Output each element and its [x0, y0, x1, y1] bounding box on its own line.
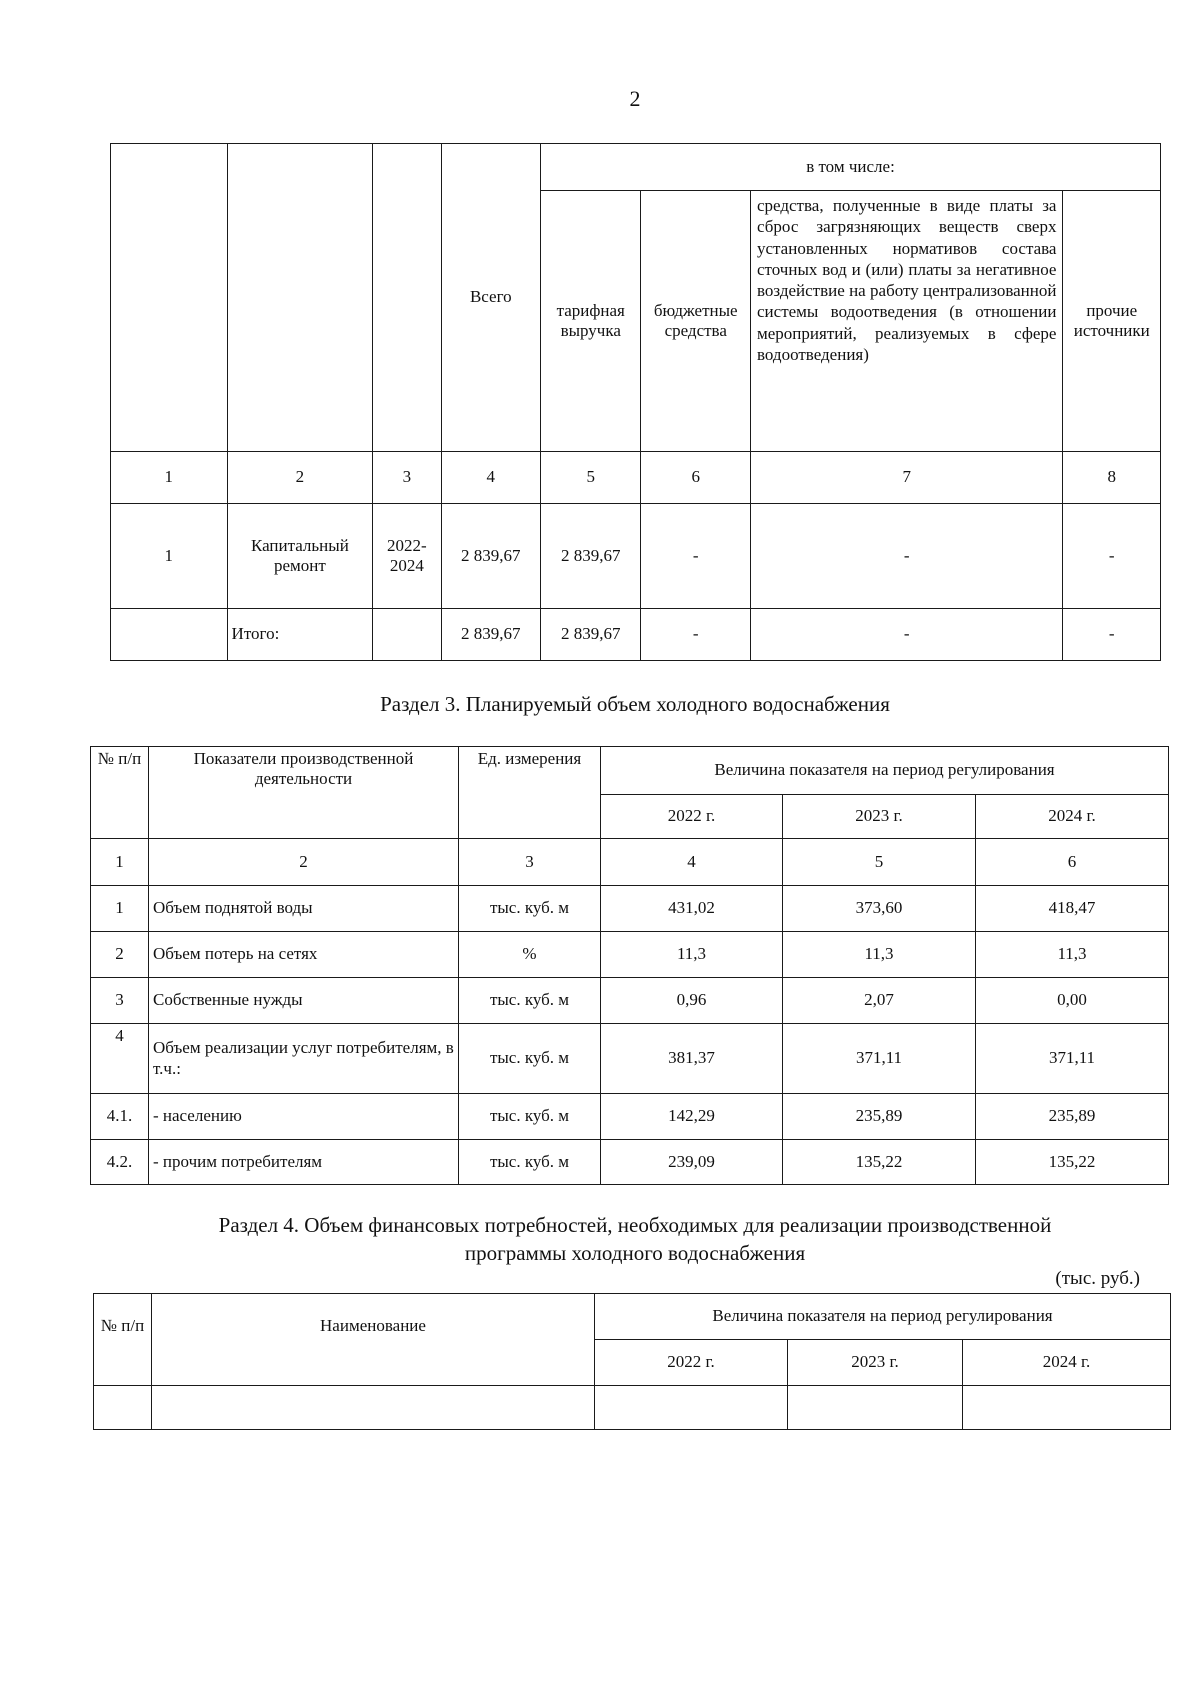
table-row: [111, 609, 1161, 661]
table-row: [91, 1140, 1169, 1185]
water-volume-table: [90, 746, 1169, 1185]
row-2022: 239,09: [601, 1140, 783, 1185]
including-subheader: в том числе:: [541, 144, 1161, 191]
section4-title-line1: Раздел 4. Объем финансовых потребностей, необходимых для реализации производственной: [218, 1213, 1052, 1237]
table-row: [111, 504, 1161, 609]
empty-cell: [152, 1386, 595, 1430]
row-name: Капитальный ремонт: [227, 504, 373, 609]
row-unit: тыс. куб. м: [459, 1140, 601, 1185]
year-header: 2024 г.: [963, 1340, 1171, 1386]
empty-cell: [963, 1386, 1171, 1430]
row-indicator: Объем потерь на сетях: [149, 932, 459, 978]
row-2023: 11,3: [783, 932, 976, 978]
row-2023: 373,60: [783, 886, 976, 932]
empty-cell: [788, 1386, 963, 1430]
page-number: 2: [629, 86, 641, 111]
tariff-header: тарифная выручка: [541, 191, 641, 452]
unit-note: (тыс. руб.): [1055, 1268, 1140, 1289]
row-number: 4.1.: [91, 1094, 149, 1140]
column-number: 5: [541, 452, 641, 504]
row-indicator: - прочим потребителям: [149, 1140, 459, 1185]
row-tariff: 2 839,67: [541, 609, 641, 661]
column-number: 1: [111, 452, 228, 504]
row-budget: -: [641, 609, 751, 661]
row-number: 3: [91, 978, 149, 1024]
financing-sources-table: [110, 143, 1161, 661]
budget-header: бюджетные средства: [641, 191, 751, 452]
row-2022: 142,29: [601, 1094, 783, 1140]
row-2024: 418,47: [976, 886, 1169, 932]
value-header: Величина показателя на период регулирования: [595, 1294, 1171, 1340]
row-unit: тыс. куб. м: [459, 978, 601, 1024]
column-number: 2: [227, 452, 373, 504]
column-number: 5: [783, 839, 976, 886]
other-sources-header: прочие источники: [1063, 191, 1161, 452]
row-unit: %: [459, 932, 601, 978]
year-header: 2023 г.: [783, 795, 976, 839]
row-total: 2 839,67: [441, 609, 540, 661]
column-number: 4: [601, 839, 783, 886]
column-number: 1: [91, 839, 149, 886]
name-header: Наименование: [152, 1294, 595, 1386]
row-budget: -: [641, 504, 751, 609]
table-row: [94, 1386, 1171, 1430]
table-row: [91, 886, 1169, 932]
section3-title: Раздел 3. Планируемый объем холодного водоснабжения: [380, 692, 890, 716]
row-2023: 235,89: [783, 1094, 976, 1140]
row-indicator: Собственные нужды: [149, 978, 459, 1024]
row-2023: 135,22: [783, 1140, 976, 1185]
total-header: Всего: [441, 144, 540, 452]
row-indicator: - населению: [149, 1094, 459, 1140]
row-2022: 431,02: [601, 886, 783, 932]
value-header: Величина показателя на период регулирования: [601, 747, 1169, 795]
column-number: 3: [373, 452, 441, 504]
row-tariff: 2 839,67: [541, 504, 641, 609]
row-total: 2 839,67: [441, 504, 540, 609]
table-row: [91, 1094, 1169, 1140]
row-fees: -: [751, 609, 1063, 661]
row-2022: 11,3: [601, 932, 783, 978]
column-number: 2: [149, 839, 459, 886]
empty-cell: [94, 1386, 152, 1430]
row-indicator: Объем поднятой воды: [149, 886, 459, 932]
row-2024: 0,00: [976, 978, 1169, 1024]
row-period: [373, 609, 441, 661]
financial-needs-table: [93, 1293, 1171, 1430]
table-row: [91, 932, 1169, 978]
column-number: 7: [751, 452, 1063, 504]
column-number: 8: [1063, 452, 1161, 504]
row-number: [111, 609, 228, 661]
row-number: 1: [91, 886, 149, 932]
row-2023: 371,11: [783, 1024, 976, 1094]
fees-header: средства, полученные в виде платы за сброс загрязняющих веществ сверх установленных нормативов состава сточных вод и (или) платы за негативное воздействие на работу централизованной системы водоотведения (в отношении мероприятий, реализуемых в сфере водоотведения): [751, 191, 1063, 452]
row-2024: 11,3: [976, 932, 1169, 978]
column-number: 4: [441, 452, 540, 504]
empty-cell: [595, 1386, 788, 1430]
num-header: № п/п: [91, 747, 149, 839]
blank-header-cell: [373, 144, 441, 452]
row-number: 2: [91, 932, 149, 978]
row-name: Итого:: [227, 609, 373, 661]
column-number: 3: [459, 839, 601, 886]
column-number: 6: [976, 839, 1169, 886]
row-2022: 0,96: [601, 978, 783, 1024]
column-number: 6: [641, 452, 751, 504]
unit-header: Ед. измерения: [459, 747, 601, 839]
row-2023: 2,07: [783, 978, 976, 1024]
row-unit: тыс. куб. м: [459, 1094, 601, 1140]
year-header: 2022 г.: [595, 1340, 788, 1386]
row-2024: 371,11: [976, 1024, 1169, 1094]
row-number: 4.2.: [91, 1140, 149, 1185]
row-other: -: [1063, 504, 1161, 609]
blank-header-cell: [111, 144, 228, 452]
row-other: -: [1063, 609, 1161, 661]
row-period: 2022-2024: [373, 504, 441, 609]
row-number: 4: [91, 1024, 149, 1094]
row-2024: 235,89: [976, 1094, 1169, 1140]
row-2024: 135,22: [976, 1140, 1169, 1185]
indicator-header: Показатели производственной деятельности: [149, 747, 459, 839]
year-header: 2024 г.: [976, 795, 1169, 839]
year-header: 2022 г.: [601, 795, 783, 839]
row-unit: тыс. куб. м: [459, 886, 601, 932]
row-number: 1: [111, 504, 228, 609]
section4-title-line2: программы холодного водоснабжения: [464, 1241, 806, 1265]
row-indicator: Объем реализации услуг потребителям, в т.ч.:: [149, 1024, 459, 1094]
blank-header-cell: [227, 144, 373, 452]
row-unit: тыс. куб. м: [459, 1024, 601, 1094]
row-2022: 381,37: [601, 1024, 783, 1094]
table-row: [91, 978, 1169, 1024]
year-header: 2023 г.: [788, 1340, 963, 1386]
table-row: [91, 1024, 1169, 1094]
num-header: № п/п: [94, 1294, 152, 1386]
row-fees: -: [751, 504, 1063, 609]
